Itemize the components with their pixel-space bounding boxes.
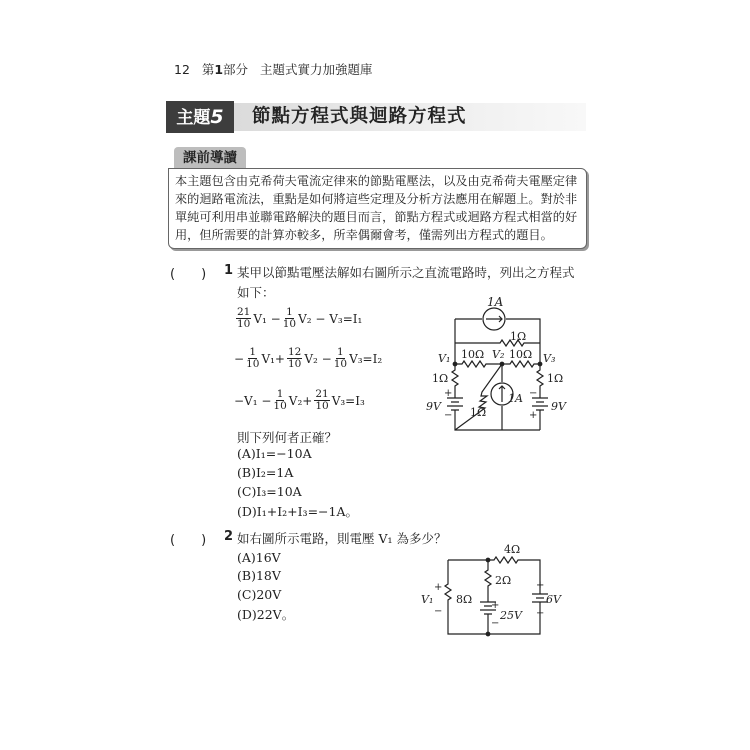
q2-option-d[interactable]: (D)22V。 [237,607,295,622]
q1-label-v1: V₁ [438,352,451,365]
q2-label-v1: V₁ [421,593,434,606]
answer-blank-1[interactable]: ( ) [170,267,207,282]
eq3-f2-num: 21 [315,388,329,400]
topic-tag [166,101,234,133]
q2-label-vs-mid: 25V [500,609,522,622]
q1-option-a[interactable]: (A)I₁=−10A [237,446,312,461]
q1-label-r-right: 1Ω [547,372,564,385]
preview-line: 單純可利用串並聯電路解決的題目而言，節點方程式或迴路方程式相當的好 [175,210,578,224]
q1-minus-right: − [529,388,538,399]
q2-stem: 如右圖所示電路，則電壓 V₁ 為多少？ [237,531,447,546]
question-number-2: 2 [224,529,234,544]
q2-vs-right-minus: − [536,608,545,619]
preview-line: 本主題包含由克希荷夫電流定律來的節點電壓法，以及由克希荷夫電壓定律 [175,174,578,188]
q1-minus-left: − [444,410,453,421]
q1-label-vs-left: 9V [426,400,441,413]
eq1-b: V₂ − V₃=I₁ [298,311,363,326]
answer-blank-2[interactable]: ( ) [170,533,207,548]
part-suffix: 部分 [223,62,249,77]
part-number: 1 [214,62,224,77]
q1-label-r-left: 1Ω [432,372,449,385]
part-prefix: 第 [201,62,215,77]
q1-label-r-diag: 1Ω [470,406,487,419]
q1-stem: 某甲以節點電壓法解如右圖所示之直流電路時，列出之方程式 [237,265,575,280]
eq2-f3-den: 10 [333,358,348,370]
q1-label-v3: V₃ [543,352,556,365]
q1-option-c[interactable]: (C)I₃=10A [237,484,302,499]
q2-label-r-left: 8Ω [456,593,473,606]
preview-box [168,168,587,249]
q2-circuit-diagram [418,542,568,638]
eq2-f1-den: 10 [246,358,260,370]
eq1-f1-den: 10 [237,318,251,330]
eq2-f3-num: 1 [337,346,344,358]
eq3-f1-num: 1 [276,388,284,400]
q1-label-r-right-mid: 10Ω [509,348,533,361]
eq1-f1-num: 21 [237,306,251,318]
eq3-a: V₂+ [288,393,313,408]
q1-plus-left: + [444,388,453,399]
preview-tab: 課前導讀 [174,147,246,169]
topic-number: 5 [210,106,224,128]
q1-option-b[interactable]: (B)I₂=1A [237,465,294,480]
eq3-f2-den: 10 [315,400,329,412]
topic-label: 主題 [176,108,211,128]
q1-ask: 則下列何者正確？ [237,430,338,445]
q2-vs-right-plus: + [536,580,545,591]
q2-option-c[interactable]: (C)20V [237,587,282,602]
eq2-pre: − [234,351,245,366]
question-number-1: 1 [224,263,234,278]
eq2-a: V₁+ [261,351,285,366]
eq1-f2-den: 10 [282,318,297,330]
preview-line: 來的迴路電流法，重點是如何將這些定理及分析方法應用在解題上。對於非 [175,192,578,206]
q1-plus-right: + [529,410,538,421]
q2-v1-plus: + [434,582,443,593]
eq1-f2-num: 1 [286,306,293,318]
eq2-c: V₃=I₂ [349,351,383,366]
q1-label-source-top: 1A [487,295,504,309]
topic-title: 節點方程式與迴路方程式 [252,106,467,127]
eq2-f2-den: 10 [287,358,302,370]
part-title: 主題式實力加強題庫 [259,62,373,77]
eq3-f1-den: 10 [273,400,287,412]
q1-stem-2: 如下： [237,285,275,300]
q2-label-vs-right: 6V [546,593,561,606]
q2-label-r-top: 4Ω [504,543,521,556]
eq3-pre: −V₁ − [234,393,272,408]
q2-label-r-mid: 2Ω [495,574,512,587]
eq1-a: V₁ − [253,311,281,326]
preview-line: 用，但所需要的計算亦較多，所幸偶爾會考，僅需列出方程式的題目。 [175,228,553,242]
equation-2 [234,347,382,370]
q1-label-source-mid: 1A [508,392,523,405]
q1-label-r-left-mid: 10Ω [461,348,485,361]
q2-option-b[interactable]: (B)18V [237,568,281,583]
q2-option-a[interactable]: (A)16V [237,550,281,565]
equation-1 [234,307,362,330]
q1-label-r-top: 1Ω [510,330,527,343]
q1-option-d[interactable]: (D)I₁+I₂+I₃=−1A。 [237,504,358,519]
page-number: 12 [174,62,190,77]
q1-label-v2: V₂ [492,348,505,361]
eq2-f2-num: 12 [287,346,302,358]
q2-vs-mid-plus: + [491,600,500,611]
q2-vs-mid-minus: − [491,618,500,629]
eq2-f1-num: 1 [249,346,257,358]
eq3-b: V₃=I₃ [331,393,365,408]
q1-circuit-diagram [420,292,590,440]
q1-label-vs-right: 9V [551,400,566,413]
equation-3 [234,389,365,412]
running-header [174,60,373,78]
q2-v1-minus: − [434,606,443,617]
eq2-b: V₂ − [304,351,332,366]
